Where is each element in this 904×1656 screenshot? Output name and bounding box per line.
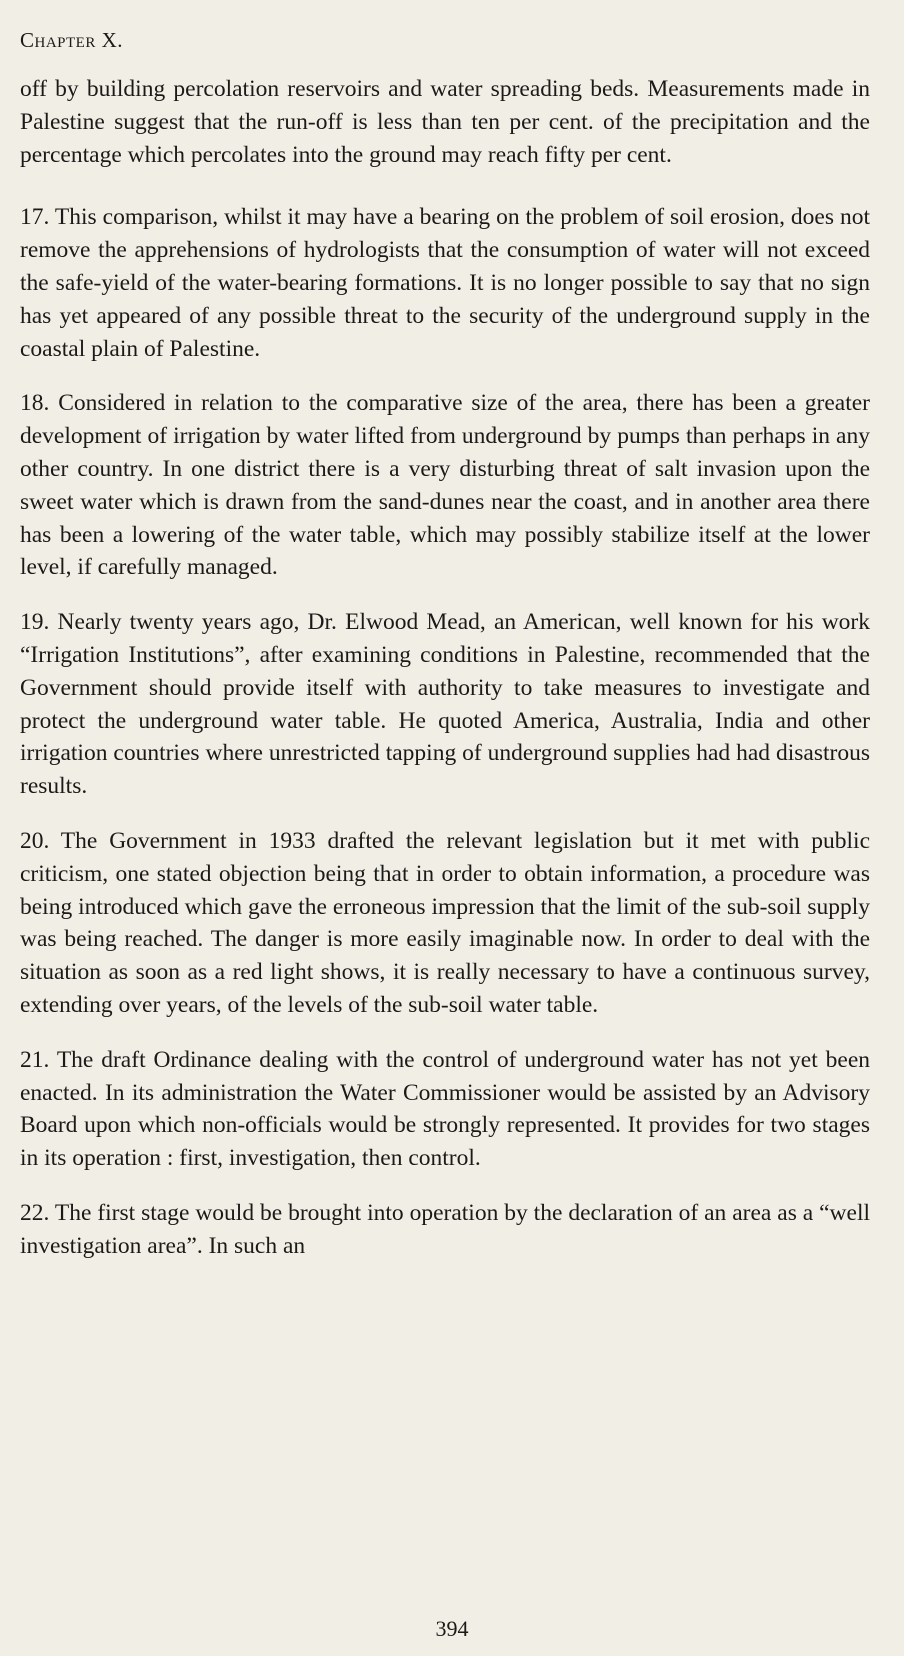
paragraph-21: 21. The draft Ordinance dealing with the control of underground water has not yet been enacted. In its administration the Water Commissioner would be assisted by an Advisory Board upon which non-officials would be strongly represented. It provides for two stages in its operation : first, investigation, then control. — [20, 1046, 870, 1172]
paragraph-22: 22. The first stage would be brought into operation by the declaration of an area as a “well investigation area”. In such an — [20, 1199, 870, 1259]
paragraph-continuation: off by building percolation reservoirs and water spreading beds. Measurements made in Palestine suggest that the run-off is less than ten per cent. of the precipitation and the percentage which percolates into the ground may reach fifty per cent. — [20, 76, 870, 168]
paragraph-20: 20. The Government in 1933 drafted the relevant legislation but it met with public criticism, one stated objection being that in order to obtain information, a procedure was being introduced which gave the erroneous impression that the limit of the sub-soil supply was being reached. The danger is more easily imaginable now. In order to deal with the situation as soon as a red light shows, it is really necessary to have a continuous survey, extending over years, of the levels of the sub-soil water table. — [20, 827, 870, 1018]
chapter-heading: Chapter X. — [20, 28, 124, 52]
paragraph-17: 17. This comparison, whilst it may have a bearing on the problem of soil erosion, does not remove the apprehensions of hydrologists that the consumption of water will not exceed the safe-yield of the water-bearing formations. It is no longer possible to say that no sign has yet appeared of any possible threat to the security of the underground supply in the coastal plain of Palestine. — [20, 204, 870, 362]
page-number: 394 — [435, 1616, 469, 1641]
paragraph-19: 19. Nearly twenty years ago, Dr. Elwood Mead, an American, well known for his work “Irrigation Institutions”, after examining conditions in Palestine, recommended that the Government should provide itself with authority to take measures to investigate and protect the underground water table. He quoted America, Australia, India and other irrigation countries where unrestricted tapping of underground supplies had had disastrous results. — [20, 609, 870, 800]
paragraph-18: 18. Considered in relation to the comparative size of the area, there has been a greater development of irrigation by water lifted from underground by pumps than perhaps in any other country. In one district there is a very disturbing threat of salt invasion upon the sweet water which is drawn from the sand-dunes near the coast, and in another area there has been a lowering of the water table, which may possibly stabilize itself at the lower level, if carefully managed. — [20, 390, 870, 581]
